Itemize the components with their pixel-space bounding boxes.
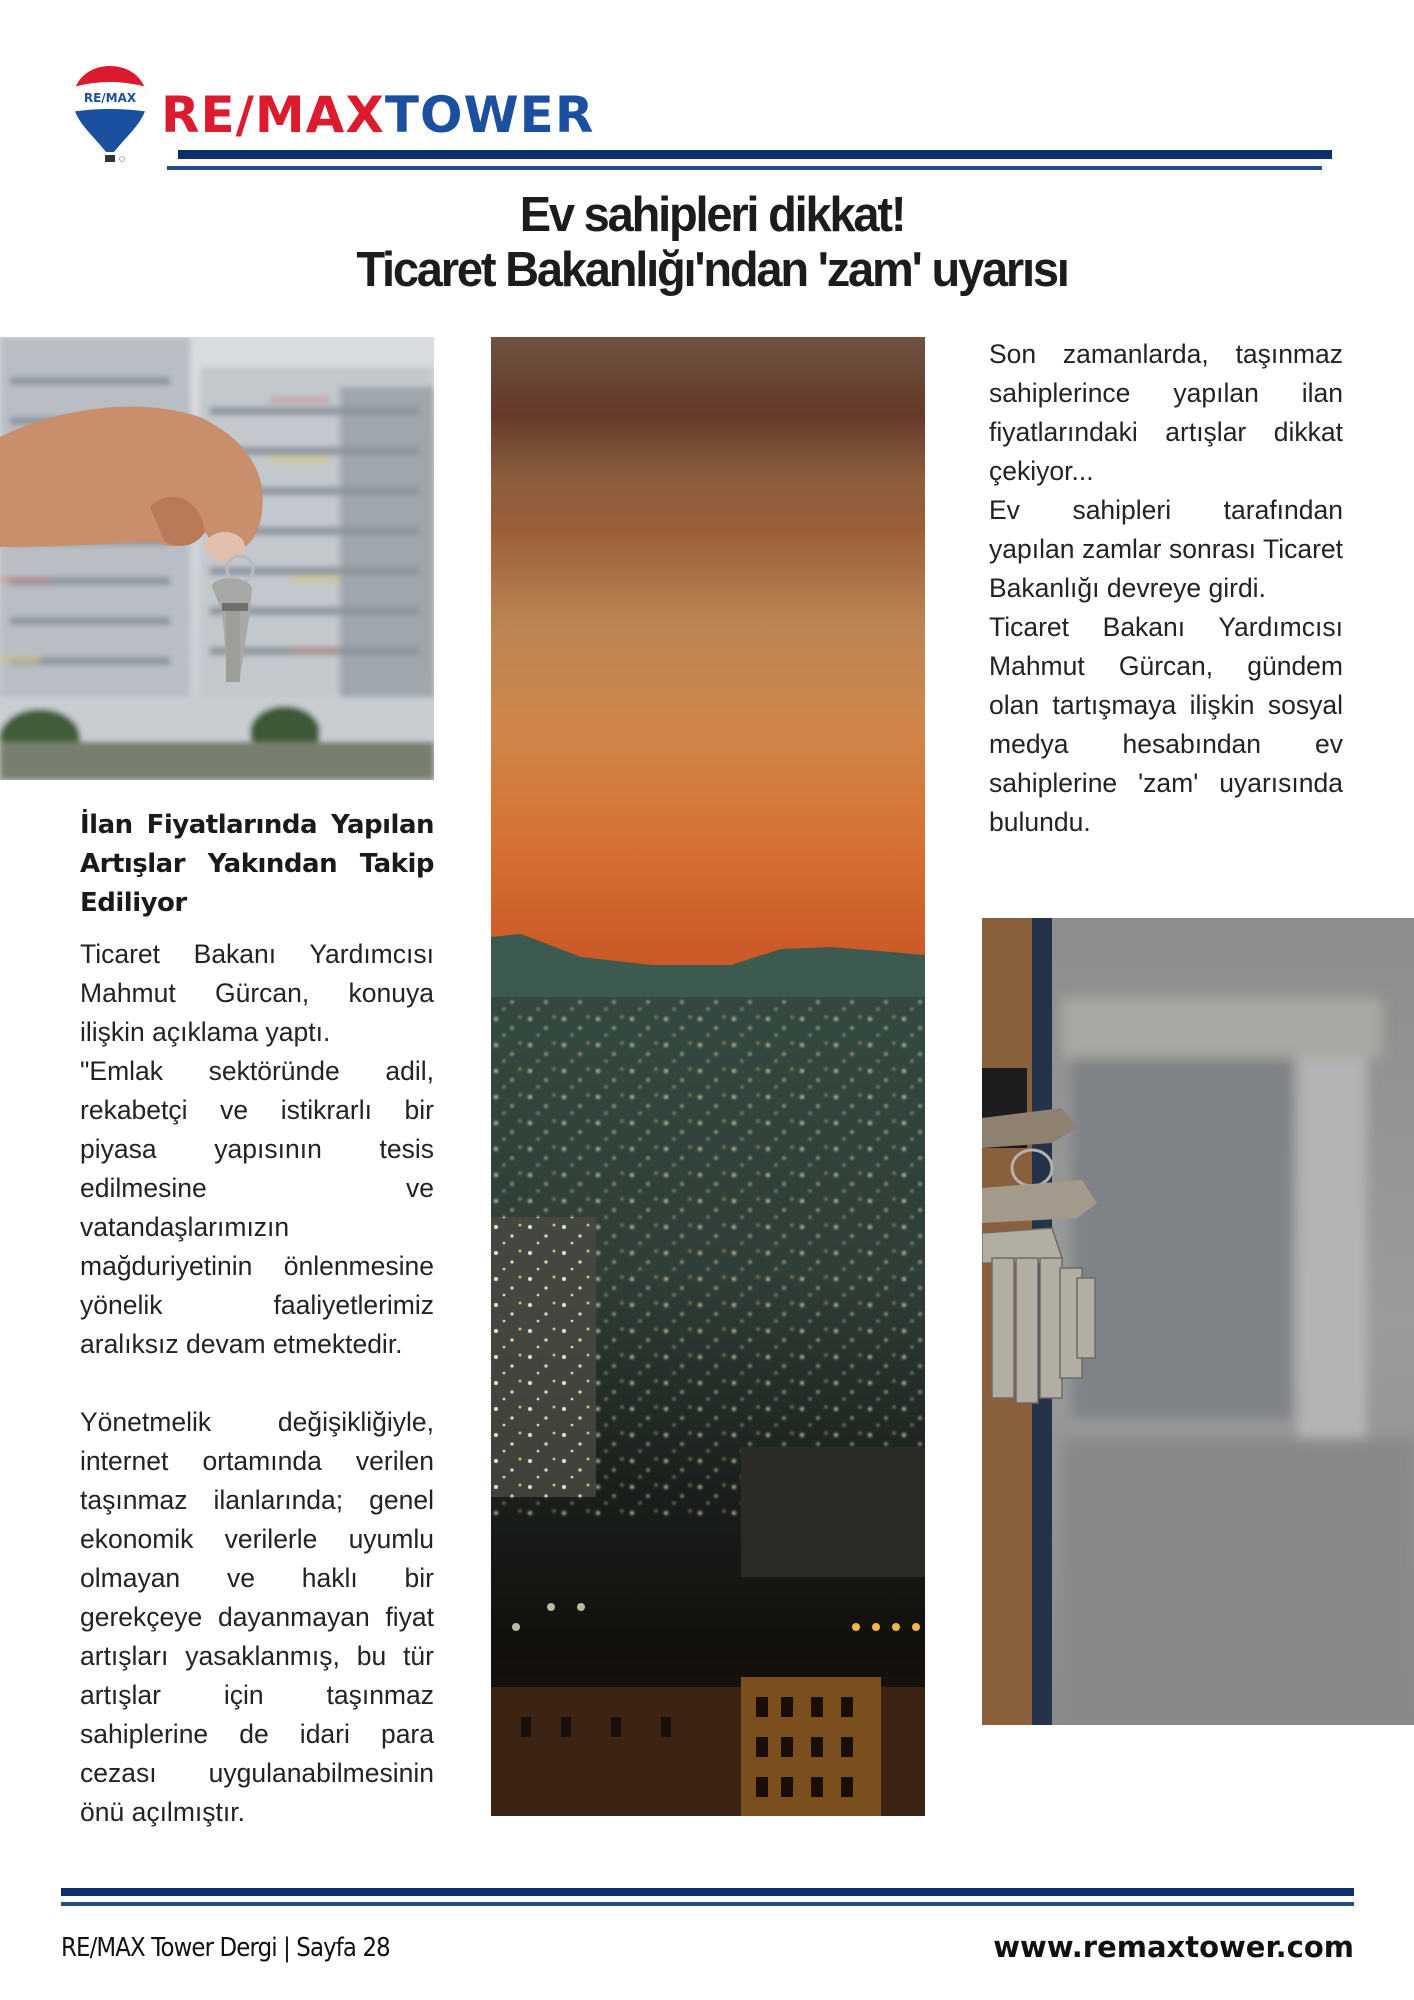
hand-holding-keys-photo (0, 337, 434, 780)
wordmark-remax: RE/MAX (161, 86, 385, 144)
remax-tower-wordmark (161, 86, 594, 144)
keys-in-door-photo (982, 918, 1414, 1725)
wordmark-tower: TOWER (384, 86, 595, 144)
footer-rule-thick (61, 1888, 1354, 1896)
right-paragraph-2: Ev sahipleri tarafından yapılan zamlar sonrası Ticaret Bakanlığı devreye girdi. (989, 495, 1343, 603)
right-paragraph-1: Son zamanlarda, taşınmaz sahiplerince yapılan ilan fiyatlarındaki artışlar dikkat çekiyor... (989, 339, 1343, 486)
left-paragraph-2: "Emlak sektöründe adil, rekabetçi ve istikrarlı bir piyasa yapısının tesis edilmesine ve vatandaşlarımızın mağduriyetinin önlenmesine yönelik faaliyetlerimiz aralıksız devam etmektedir. (80, 1056, 434, 1359)
header-rule-thin (167, 166, 1322, 170)
left-paragraph-1: Ticaret Bakanı Yardımcısı Mahmut Gürcan, konuya ilişkin açıklama yaptı. (80, 939, 434, 1047)
left-body-text (80, 935, 434, 1832)
paragraph-spacer (80, 1364, 434, 1403)
website-link[interactable]: www.remaxtower.com (993, 1930, 1354, 1964)
section-subheading: İlan Fiyatlarında Yapılan Artışlar Yakından Takip Ediliyor (80, 810, 434, 918)
header-rule-thick (178, 150, 1332, 159)
balloon-text: RE/MAX (83, 91, 137, 105)
city-sunset-photo (491, 337, 925, 1816)
article-title (220, 188, 1203, 298)
title-line-2: Ticaret Bakanlığı'ndan 'zam' uyarısı (356, 243, 1068, 297)
left-paragraph-3: Yönetmelik değişikliğiyle, internet ortamında verilen taşınmaz ilanlarında; genel ekonomik verilerle uyumlu olmayan ve haklı bir gerekçeye dayanmayan fiyat artışları yasaklanmış, bu tür artışlar için taşınmaz sahiplerine de idari para cezası uygulanabilmesinin önü açılmıştır. (80, 1407, 434, 1827)
magazine-page-label: RE/MAX Tower Dergi | Sayfa 28 (61, 1933, 390, 1963)
remax-balloon-logo (70, 64, 150, 168)
right-paragraph-3: Ticaret Bakanı Yardımcısı Mahmut Gürcan, gündem olan tartışmaya ilişkin sosyal medya hesabından ev sahiplerine 'zam' uyarısında bulundu. (989, 612, 1343, 837)
footer-rule-thin (61, 1902, 1354, 1906)
title-line-1: Ev sahipleri dikkat! (519, 188, 905, 242)
right-body-text (989, 335, 1343, 842)
